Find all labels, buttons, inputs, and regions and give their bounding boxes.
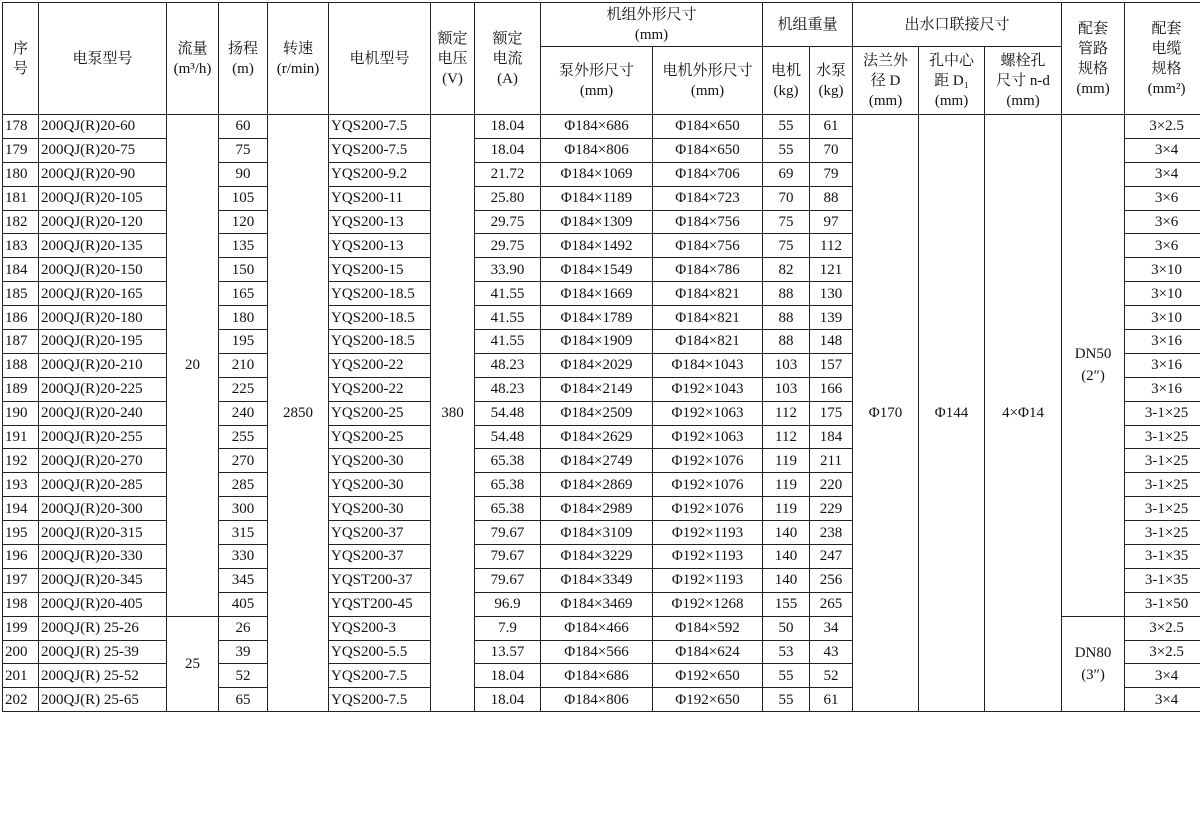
cell-motor-weight: 75	[763, 234, 810, 258]
cell-motor-dims: Φ184×706	[653, 162, 763, 186]
cell-head: 75	[219, 138, 268, 162]
cell-pump-dims: Φ184×1549	[541, 258, 653, 282]
cell-motor-model: YQS200-3	[329, 616, 431, 640]
cell-current: 7.9	[475, 616, 541, 640]
cell-seq: 199	[3, 616, 39, 640]
cell-motor-dims: Φ184×723	[653, 186, 763, 210]
header-current: 额定 电流 (A)	[475, 3, 541, 115]
cell-pump-dims: Φ184×2869	[541, 473, 653, 497]
cell-head: 315	[219, 521, 268, 545]
cell-current: 96.9	[475, 592, 541, 616]
cell-pump-weight: 43	[810, 640, 853, 664]
cell-seq: 194	[3, 497, 39, 521]
cell-motor-dims: Φ192×650	[653, 688, 763, 712]
cell-flow: 20	[167, 115, 219, 617]
cell-model: 200QJ(R) 25-65	[39, 688, 167, 712]
cell-pump-dims: Φ184×3229	[541, 545, 653, 569]
cell-motor-weight: 53	[763, 640, 810, 664]
cell-pump-weight: 148	[810, 330, 853, 354]
cell-pump-weight: 97	[810, 210, 853, 234]
cell-current: 79.67	[475, 568, 541, 592]
cell-motor-weight: 119	[763, 473, 810, 497]
header-motor-weight: 电机 (kg)	[763, 47, 810, 115]
cell-motor-model: YQS200-7.5	[329, 138, 431, 162]
cell-pump-weight: 238	[810, 521, 853, 545]
cell-head: 165	[219, 282, 268, 306]
cell-motor-model: YQST200-37	[329, 568, 431, 592]
cell-cable: 3×4	[1125, 138, 1200, 162]
cell-current: 48.23	[475, 353, 541, 377]
cell-motor-dims: Φ192×1063	[653, 425, 763, 449]
cell-seq: 183	[3, 234, 39, 258]
cell-model: 200QJ(R)20-75	[39, 138, 167, 162]
cell-head: 180	[219, 306, 268, 330]
cell-model: 200QJ(R) 25-39	[39, 640, 167, 664]
cell-head: 150	[219, 258, 268, 282]
cell-seq: 180	[3, 162, 39, 186]
cell-cable: 3×2.5	[1125, 640, 1200, 664]
cell-head: 52	[219, 664, 268, 688]
cell-model: 200QJ(R)20-225	[39, 377, 167, 401]
cell-current: 18.04	[475, 664, 541, 688]
cell-pump-dims: Φ184×1309	[541, 210, 653, 234]
cell-seq: 189	[3, 377, 39, 401]
cell-cable: 3-1×35	[1125, 568, 1200, 592]
header-pump-weight: 水泵 (kg)	[810, 47, 853, 115]
cell-motor-model: YQS200-25	[329, 425, 431, 449]
cell-cable: 3×6	[1125, 210, 1200, 234]
cell-seq: 198	[3, 592, 39, 616]
cell-model: 200QJ(R)20-60	[39, 115, 167, 139]
cell-flange: Φ170	[853, 115, 919, 712]
cell-current: 41.55	[475, 306, 541, 330]
cell-motor-weight: 103	[763, 353, 810, 377]
cell-pump-weight: 256	[810, 568, 853, 592]
cell-motor-dims: Φ192×1193	[653, 521, 763, 545]
cell-model: 200QJ(R)20-240	[39, 401, 167, 425]
cell-motor-model: YQS200-25	[329, 401, 431, 425]
cell-motor-weight: 88	[763, 282, 810, 306]
cell-model: 200QJ(R)20-255	[39, 425, 167, 449]
cell-model: 200QJ(R)20-135	[39, 234, 167, 258]
cell-pump-dims: Φ184×2509	[541, 401, 653, 425]
header-pipe: 配套 管路 规格 (mm)	[1062, 3, 1125, 115]
cell-pump-weight: 139	[810, 306, 853, 330]
cell-motor-model: YQS200-22	[329, 353, 431, 377]
cell-hole-center: Φ144	[919, 115, 985, 712]
cell-pump-weight: 265	[810, 592, 853, 616]
cell-pump-dims: Φ184×1492	[541, 234, 653, 258]
cell-speed: 2850	[268, 115, 329, 712]
cell-model: 200QJ(R)20-150	[39, 258, 167, 282]
cell-pump-weight: 70	[810, 138, 853, 162]
cell-cable: 3×6	[1125, 186, 1200, 210]
cell-motor-weight: 55	[763, 664, 810, 688]
cell-cable: 3×4	[1125, 688, 1200, 712]
cell-pump-dims: Φ184×1189	[541, 186, 653, 210]
cell-head: 255	[219, 425, 268, 449]
cell-motor-dims: Φ184×1043	[653, 353, 763, 377]
header-flange: 法兰外 径 D (mm)	[853, 47, 919, 115]
cell-motor-weight: 88	[763, 306, 810, 330]
cell-model: 200QJ(R)20-285	[39, 473, 167, 497]
table-body	[3, 115, 1200, 712]
header-bolt: 螺栓孔 尺寸 n-d (mm)	[985, 47, 1062, 115]
cell-motor-weight: 55	[763, 688, 810, 712]
cell-seq: 188	[3, 353, 39, 377]
header-hole-center: 孔中心 距 D₁ (mm)	[919, 47, 985, 115]
cell-pump-dims: Φ184×1909	[541, 330, 653, 354]
header-motor-dims: 电机外形尺寸 (mm)	[653, 47, 763, 115]
cell-head: 65	[219, 688, 268, 712]
cell-model: 200QJ(R)20-300	[39, 497, 167, 521]
cell-pump-weight: 220	[810, 473, 853, 497]
cell-seq: 178	[3, 115, 39, 139]
cell-model: 200QJ(R)20-120	[39, 210, 167, 234]
cell-cable: 3-1×50	[1125, 592, 1200, 616]
cell-motor-model: YQS200-7.5	[329, 688, 431, 712]
cell-seq: 197	[3, 568, 39, 592]
cell-motor-model: YQS200-18.5	[329, 306, 431, 330]
cell-motor-dims: Φ184×592	[653, 616, 763, 640]
cell-model: 200QJ(R)20-270	[39, 449, 167, 473]
cell-pump-dims: Φ184×806	[541, 138, 653, 162]
cell-head: 195	[219, 330, 268, 354]
cell-pump-weight: 247	[810, 545, 853, 569]
cell-motor-weight: 88	[763, 330, 810, 354]
cell-head: 120	[219, 210, 268, 234]
cell-head: 39	[219, 640, 268, 664]
cell-pump-dims: Φ184×466	[541, 616, 653, 640]
cell-head: 210	[219, 353, 268, 377]
cell-motor-dims: Φ184×821	[653, 330, 763, 354]
cell-pump-weight: 34	[810, 616, 853, 640]
cell-cable: 3-1×25	[1125, 425, 1200, 449]
cell-motor-weight: 140	[763, 521, 810, 545]
cell-model: 200QJ(R)20-210	[39, 353, 167, 377]
cell-pump-weight: 229	[810, 497, 853, 521]
cell-pipe: DN80 (3″)	[1062, 616, 1125, 712]
cell-current: 13.57	[475, 640, 541, 664]
cell-current: 79.67	[475, 521, 541, 545]
cell-motor-dims: Φ192×1076	[653, 497, 763, 521]
cell-motor-weight: 50	[763, 616, 810, 640]
cell-model: 200QJ(R) 25-52	[39, 664, 167, 688]
cell-motor-weight: 103	[763, 377, 810, 401]
cell-model: 200QJ(R)20-345	[39, 568, 167, 592]
cell-seq: 200	[3, 640, 39, 664]
cell-head: 345	[219, 568, 268, 592]
cell-current: 41.55	[475, 282, 541, 306]
cell-current: 29.75	[475, 234, 541, 258]
cell-cable: 3-1×25	[1125, 473, 1200, 497]
cell-cable: 3-1×25	[1125, 497, 1200, 521]
cell-current: 48.23	[475, 377, 541, 401]
cell-cable: 3-1×25	[1125, 401, 1200, 425]
cell-motor-weight: 155	[763, 592, 810, 616]
cell-current: 29.75	[475, 210, 541, 234]
cell-cable: 3×4	[1125, 162, 1200, 186]
header-dims-group: 机组外形尺寸 (mm)	[541, 3, 763, 47]
cell-pump-weight: 112	[810, 234, 853, 258]
cell-model: 200QJ(R)20-165	[39, 282, 167, 306]
table-row	[3, 115, 1200, 139]
cell-motor-model: YQS200-18.5	[329, 330, 431, 354]
cell-motor-model: YQS200-7.5	[329, 664, 431, 688]
cell-current: 18.04	[475, 138, 541, 162]
cell-flow: 25	[167, 616, 219, 712]
cell-motor-dims: Φ192×1063	[653, 401, 763, 425]
cell-cable: 3×2.5	[1125, 616, 1200, 640]
cell-seq: 190	[3, 401, 39, 425]
cell-pump-weight: 211	[810, 449, 853, 473]
cell-motor-dims: Φ192×1193	[653, 568, 763, 592]
cell-motor-dims: Φ192×1076	[653, 449, 763, 473]
cell-motor-weight: 75	[763, 210, 810, 234]
cell-head: 135	[219, 234, 268, 258]
cell-motor-weight: 119	[763, 449, 810, 473]
cell-model: 200QJ(R)20-105	[39, 186, 167, 210]
cell-model: 200QJ(R) 25-26	[39, 616, 167, 640]
cell-cable: 3×16	[1125, 330, 1200, 354]
cell-seq: 179	[3, 138, 39, 162]
cell-head: 300	[219, 497, 268, 521]
cell-seq: 196	[3, 545, 39, 569]
cell-pipe: DN50 (2″)	[1062, 115, 1125, 617]
cell-seq: 195	[3, 521, 39, 545]
cell-cable: 3×10	[1125, 282, 1200, 306]
header-flow: 流量 (m³/h)	[167, 3, 219, 115]
cell-model: 200QJ(R)20-90	[39, 162, 167, 186]
cell-seq: 181	[3, 186, 39, 210]
header-speed: 转速 (r/min)	[268, 3, 329, 115]
cell-current: 21.72	[475, 162, 541, 186]
cell-motor-dims: Φ184×821	[653, 282, 763, 306]
cell-pump-dims: Φ184×2749	[541, 449, 653, 473]
cell-motor-weight: 119	[763, 497, 810, 521]
cell-model: 200QJ(R)20-180	[39, 306, 167, 330]
cell-current: 18.04	[475, 115, 541, 139]
cell-motor-model: YQS200-5.5	[329, 640, 431, 664]
cell-motor-dims: Φ184×650	[653, 138, 763, 162]
cell-seq: 184	[3, 258, 39, 282]
cell-pump-dims: Φ184×806	[541, 688, 653, 712]
cell-motor-dims: Φ184×756	[653, 234, 763, 258]
cell-motor-model: YQS200-30	[329, 473, 431, 497]
header-cable: 配套 电缆 规格 (mm²)	[1125, 3, 1200, 115]
cell-seq: 193	[3, 473, 39, 497]
cell-pump-dims: Φ184×566	[541, 640, 653, 664]
cell-pump-dims: Φ184×2629	[541, 425, 653, 449]
cell-motor-dims: Φ192×1076	[653, 473, 763, 497]
cell-pump-weight: 130	[810, 282, 853, 306]
cell-pump-weight: 79	[810, 162, 853, 186]
cell-pump-weight: 166	[810, 377, 853, 401]
cell-pump-dims: Φ184×1069	[541, 162, 653, 186]
cell-model: 200QJ(R)20-405	[39, 592, 167, 616]
cell-head: 240	[219, 401, 268, 425]
cell-cable: 3-1×25	[1125, 449, 1200, 473]
cell-pump-dims: Φ184×3349	[541, 568, 653, 592]
cell-motor-dims: Φ192×1268	[653, 592, 763, 616]
cell-bolt: 4×Φ14	[985, 115, 1062, 712]
cell-pump-dims: Φ184×1789	[541, 306, 653, 330]
cell-pump-dims: Φ184×3109	[541, 521, 653, 545]
cell-cable: 3×16	[1125, 353, 1200, 377]
cell-motor-dims: Φ192×1043	[653, 377, 763, 401]
header-seq: 序 号	[3, 3, 39, 115]
cell-motor-weight: 55	[763, 138, 810, 162]
cell-current: 54.48	[475, 425, 541, 449]
cell-seq: 201	[3, 664, 39, 688]
cell-pump-dims: Φ184×2989	[541, 497, 653, 521]
cell-head: 60	[219, 115, 268, 139]
cell-cable: 3×16	[1125, 377, 1200, 401]
cell-motor-weight: 140	[763, 545, 810, 569]
cell-motor-weight: 69	[763, 162, 810, 186]
cell-motor-model: YQS200-13	[329, 234, 431, 258]
cell-motor-weight: 82	[763, 258, 810, 282]
cell-pump-weight: 121	[810, 258, 853, 282]
cell-motor-model: YQST200-45	[329, 592, 431, 616]
header-weight-group: 机组重量	[763, 3, 853, 47]
cell-cable: 3-1×35	[1125, 545, 1200, 569]
cell-motor-model: YQS200-30	[329, 449, 431, 473]
cell-motor-model: YQS200-9.2	[329, 162, 431, 186]
cell-seq: 186	[3, 306, 39, 330]
cell-head: 330	[219, 545, 268, 569]
cell-pump-dims: Φ184×1669	[541, 282, 653, 306]
cell-motor-model: YQS200-30	[329, 497, 431, 521]
cell-pump-dims: Φ184×686	[541, 115, 653, 139]
cell-motor-dims: Φ184×650	[653, 115, 763, 139]
cell-motor-model: YQS200-18.5	[329, 282, 431, 306]
cell-seq: 202	[3, 688, 39, 712]
cell-head: 105	[219, 186, 268, 210]
cell-motor-model: YQS200-7.5	[329, 115, 431, 139]
cell-head: 90	[219, 162, 268, 186]
cell-current: 41.55	[475, 330, 541, 354]
cell-pump-weight: 52	[810, 664, 853, 688]
cell-head: 225	[219, 377, 268, 401]
cell-head: 285	[219, 473, 268, 497]
cell-current: 25.80	[475, 186, 541, 210]
cell-pump-dims: Φ184×2029	[541, 353, 653, 377]
cell-motor-weight: 112	[763, 425, 810, 449]
cell-seq: 192	[3, 449, 39, 473]
cell-motor-weight: 70	[763, 186, 810, 210]
cell-motor-weight: 55	[763, 115, 810, 139]
cell-current: 65.38	[475, 497, 541, 521]
cell-cable: 3×10	[1125, 258, 1200, 282]
cell-model: 200QJ(R)20-315	[39, 521, 167, 545]
cell-motor-dims: Φ184×624	[653, 640, 763, 664]
cell-cable: 3×4	[1125, 664, 1200, 688]
cell-pump-dims: Φ184×686	[541, 664, 653, 688]
cell-motor-weight: 140	[763, 568, 810, 592]
cell-head: 270	[219, 449, 268, 473]
cell-motor-model: YQS200-15	[329, 258, 431, 282]
header-outlet-group: 出水口联接尺寸	[853, 3, 1062, 47]
header-pump-dims: 泵外形尺寸 (mm)	[541, 47, 653, 115]
cell-pump-weight: 175	[810, 401, 853, 425]
cell-current: 65.38	[475, 473, 541, 497]
cell-motor-model: YQS200-11	[329, 186, 431, 210]
cell-current: 79.67	[475, 545, 541, 569]
cell-model: 200QJ(R)20-195	[39, 330, 167, 354]
cell-pump-weight: 88	[810, 186, 853, 210]
cell-pump-weight: 61	[810, 115, 853, 139]
cell-current: 33.90	[475, 258, 541, 282]
cell-seq: 191	[3, 425, 39, 449]
cell-voltage: 380	[431, 115, 475, 712]
pump-spec-table	[2, 2, 1200, 712]
header-head: 扬程 (m)	[219, 3, 268, 115]
cell-motor-dims: Φ184×786	[653, 258, 763, 282]
cell-motor-dims: Φ184×756	[653, 210, 763, 234]
cell-seq: 185	[3, 282, 39, 306]
cell-seq: 182	[3, 210, 39, 234]
cell-motor-model: YQS200-37	[329, 521, 431, 545]
cell-pump-weight: 184	[810, 425, 853, 449]
cell-motor-model: YQS200-13	[329, 210, 431, 234]
cell-cable: 3-1×25	[1125, 521, 1200, 545]
cell-motor-model: YQS200-22	[329, 377, 431, 401]
header-motor-model: 电机型号	[329, 3, 431, 115]
cell-model: 200QJ(R)20-330	[39, 545, 167, 569]
header-voltage: 额定 电压 (V)	[431, 3, 475, 115]
cell-motor-model: YQS200-37	[329, 545, 431, 569]
cell-pump-dims: Φ184×3469	[541, 592, 653, 616]
cell-motor-dims: Φ192×1193	[653, 545, 763, 569]
cell-pump-weight: 157	[810, 353, 853, 377]
cell-motor-dims: Φ192×650	[653, 664, 763, 688]
cell-current: 54.48	[475, 401, 541, 425]
cell-cable: 3×2.5	[1125, 115, 1200, 139]
cell-cable: 3×10	[1125, 306, 1200, 330]
cell-motor-dims: Φ184×821	[653, 306, 763, 330]
cell-motor-weight: 112	[763, 401, 810, 425]
cell-head: 405	[219, 592, 268, 616]
cell-seq: 187	[3, 330, 39, 354]
cell-pump-dims: Φ184×2149	[541, 377, 653, 401]
cell-head: 26	[219, 616, 268, 640]
cell-cable: 3×6	[1125, 234, 1200, 258]
cell-current: 18.04	[475, 688, 541, 712]
cell-current: 65.38	[475, 449, 541, 473]
header-model: 电泵型号	[39, 3, 167, 115]
cell-pump-weight: 61	[810, 688, 853, 712]
